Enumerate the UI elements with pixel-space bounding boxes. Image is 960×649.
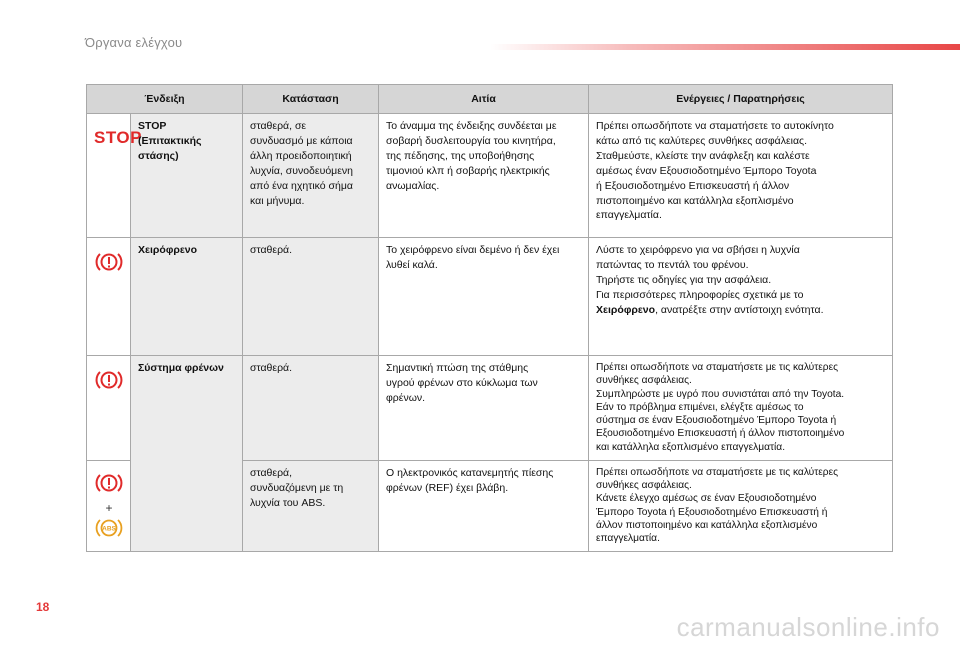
icon-cell [87, 356, 131, 461]
header-actions: Ενέργειες / Παρατηρήσεις [589, 85, 893, 114]
indicator-name: Σύστημα φρένων [131, 356, 243, 552]
cause-cell: Το χειρόφρενο είναι δεμένο ή δεν έχει λυθεί καλά. [379, 238, 589, 356]
table-row [87, 356, 893, 461]
warning-lights-table [86, 84, 893, 552]
cause-cell: Σημαντική πτώση της στάθμης υγρού φρένων στο κύκλωμα των φρένων. [379, 356, 589, 461]
state-cell: σταθερά, συνδυαζόμενη με τη λυχνία του ABS. [243, 460, 379, 552]
action-cell: Λύστε το χειρόφρενο για να σβήσει η λυχνία πατώντας το πεντάλ του φρένου. Τηρήστε τις οδηγίες για την ασφάλεια. Για περισσότερες πληροφορίες σχετικά με το Χειρόφρενο, ανατρέξτε στην αντίστοιχη ενότητα. [589, 238, 893, 356]
stop-warning-icon: STOP [94, 128, 142, 147]
state-cell: σταθερά. [243, 356, 379, 461]
header-indicator: Ένδειξη [87, 85, 243, 114]
section-reference: Χειρόφρενο [596, 303, 656, 316]
state-cell: σταθερά, σε συνδυασμό με κάποια άλλη προειδοποιητική λυχνία, συνοδευόμενη από ένα ηχητικό σήμα και μήνυμα. [243, 114, 379, 238]
indicator-name: Χειρόφρενο [131, 238, 243, 356]
cause-cell: Το άναμμα της ένδειξης συνδέεται με σοβαρή δυσλειτουργία του κινητήρα, της πέδησης, της υποβοήθησης τιμονιού κλπ ή σοβαρής ηλεκτρικής ανωμαλίας. [379, 114, 589, 238]
indicator-name: STOP (Επιτακτικής στάσης) [131, 114, 243, 238]
brake-icon [95, 471, 123, 495]
table-row [87, 238, 893, 356]
state-cell: σταθερά. [243, 238, 379, 356]
header-accent-bar [490, 44, 960, 50]
icon-cell [87, 114, 142, 238]
brake-abs-warning-icon [94, 471, 124, 545]
watermark: carmanualsonline.info [676, 612, 940, 642]
cause-cell: Ο ηλεκτρονικός κατανεμητής πίεσης φρένων (REF) έχει βλάβη. [379, 460, 589, 552]
header-cause: Αιτία [379, 85, 589, 114]
action-cell: Πρέπει οπωσδήποτε να σταματήσετε με τις καλύτερες συνθήκες ασφάλειας. Κάνετε έλεγχο αμέσως σε έναν Εξουσιοδοτημένο Έμπορο Toyota ή Εξουσιοδοτημένο Επισκευαστή ή άλλον πιστοποιημένο και κατάλληλα εξοπλισμένο επαγγελματία. [589, 460, 893, 552]
table-header-row [87, 85, 893, 114]
svg-text:ABS: ABS [102, 525, 116, 533]
brake-system-warning-icon [95, 368, 123, 397]
header-state: Κατάσταση [243, 85, 379, 114]
section-title: Όργανα ελέγχου [85, 35, 183, 50]
plus-sign: + [105, 500, 113, 515]
icon-cell [87, 238, 131, 356]
table-row [87, 114, 893, 238]
action-cell: Πρέπει οπωσδήποτε να σταματήσετε το αυτοκίνητο κάτω από τις καλύτερες συνθήκες ασφάλειας. Σταθμεύστε, κλείστε την ανάφλεξη και καλέστε αμέσως έναν Εξουσιοδοτημένο Έμπορο Toyota ή Εξουσιοδοτημένο Επισκευαστή ή άλλον πιστοποιημένο και κατάλληλα εξοπλισμένο επαγγελματία. [589, 114, 893, 238]
abs-icon [95, 516, 123, 540]
page-number: 18 [36, 600, 50, 614]
parking-brake-warning-icon [95, 250, 123, 279]
icon-cell [87, 460, 131, 552]
action-cell: Πρέπει οπωσδήποτε να σταματήσετε με τις καλύτερες συνθήκες ασφάλειας. Συμπληρώστε με υγρό που συνιστάται από την Toyota. Εάν το πρόβλημα επιμένει, ελέγξτε αμέσως το σύστημα σε έναν Εξουσιοδοτημένο Έμπορο Toyota ή Εξουσιοδοτημένο Επισκευαστή ή άλλον πιστοποιημένο και κατάλληλα εξοπλισμένο επαγγελματία. [589, 356, 893, 461]
